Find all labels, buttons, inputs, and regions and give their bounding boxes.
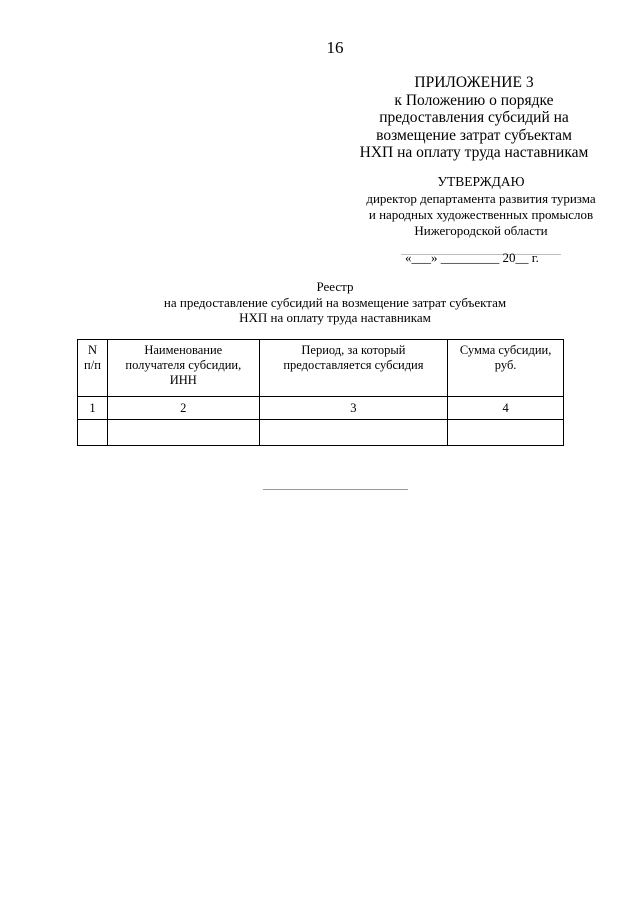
approval-heading: УТВЕРЖДАЮ (437, 174, 525, 189)
column-header-amount: Сумма субсидии, руб. (448, 340, 564, 397)
appendix-line: предоставления субсидий на (379, 109, 569, 126)
table-cell (448, 420, 564, 446)
approval-line: и народных художественных промыслов (368, 207, 594, 222)
appendix-line: НХП на оплату труда наставникам (359, 144, 589, 161)
approval-block (356, 174, 606, 258)
appendix-header (356, 74, 592, 162)
column-number: 1 (78, 397, 108, 420)
column-number-row (78, 397, 564, 420)
appendix-line: возмещение затрат субъектам (376, 126, 572, 144)
page-number: 16 (326, 38, 344, 57)
registry-title-line: НХП на оплату труда наставникам (239, 310, 431, 325)
table-header-row (78, 340, 564, 397)
appendix-line-title: ПРИЛОЖЕНИЕ 3 (414, 74, 534, 91)
approval-line: директор департамента развития туризма (366, 191, 596, 206)
appendix-line: к Положению о порядке (394, 91, 554, 109)
end-divider (263, 489, 408, 490)
table-cell (259, 420, 448, 446)
column-header-recipient: Наименование получателя субсидии, ИНН (107, 340, 259, 397)
column-number: 4 (448, 397, 564, 420)
table-cell (107, 420, 259, 446)
registry-title (60, 279, 610, 326)
column-header-number: N п/п (78, 340, 108, 397)
column-header-period: Период, за который предоставляется субсидия (259, 340, 448, 397)
approval-line: Нижегородской области (414, 223, 548, 238)
approval-date-line: «___» _________ 20__ г. (405, 250, 539, 265)
table-cell (78, 420, 108, 446)
registry-table (77, 339, 564, 446)
registry-title-line: Реестр (316, 279, 354, 294)
registry-title-line: на предоставление субсидий на возмещение затрат субъектам (163, 294, 507, 310)
column-number: 2 (107, 397, 259, 420)
table-row (78, 420, 564, 446)
column-number: 3 (259, 397, 448, 420)
